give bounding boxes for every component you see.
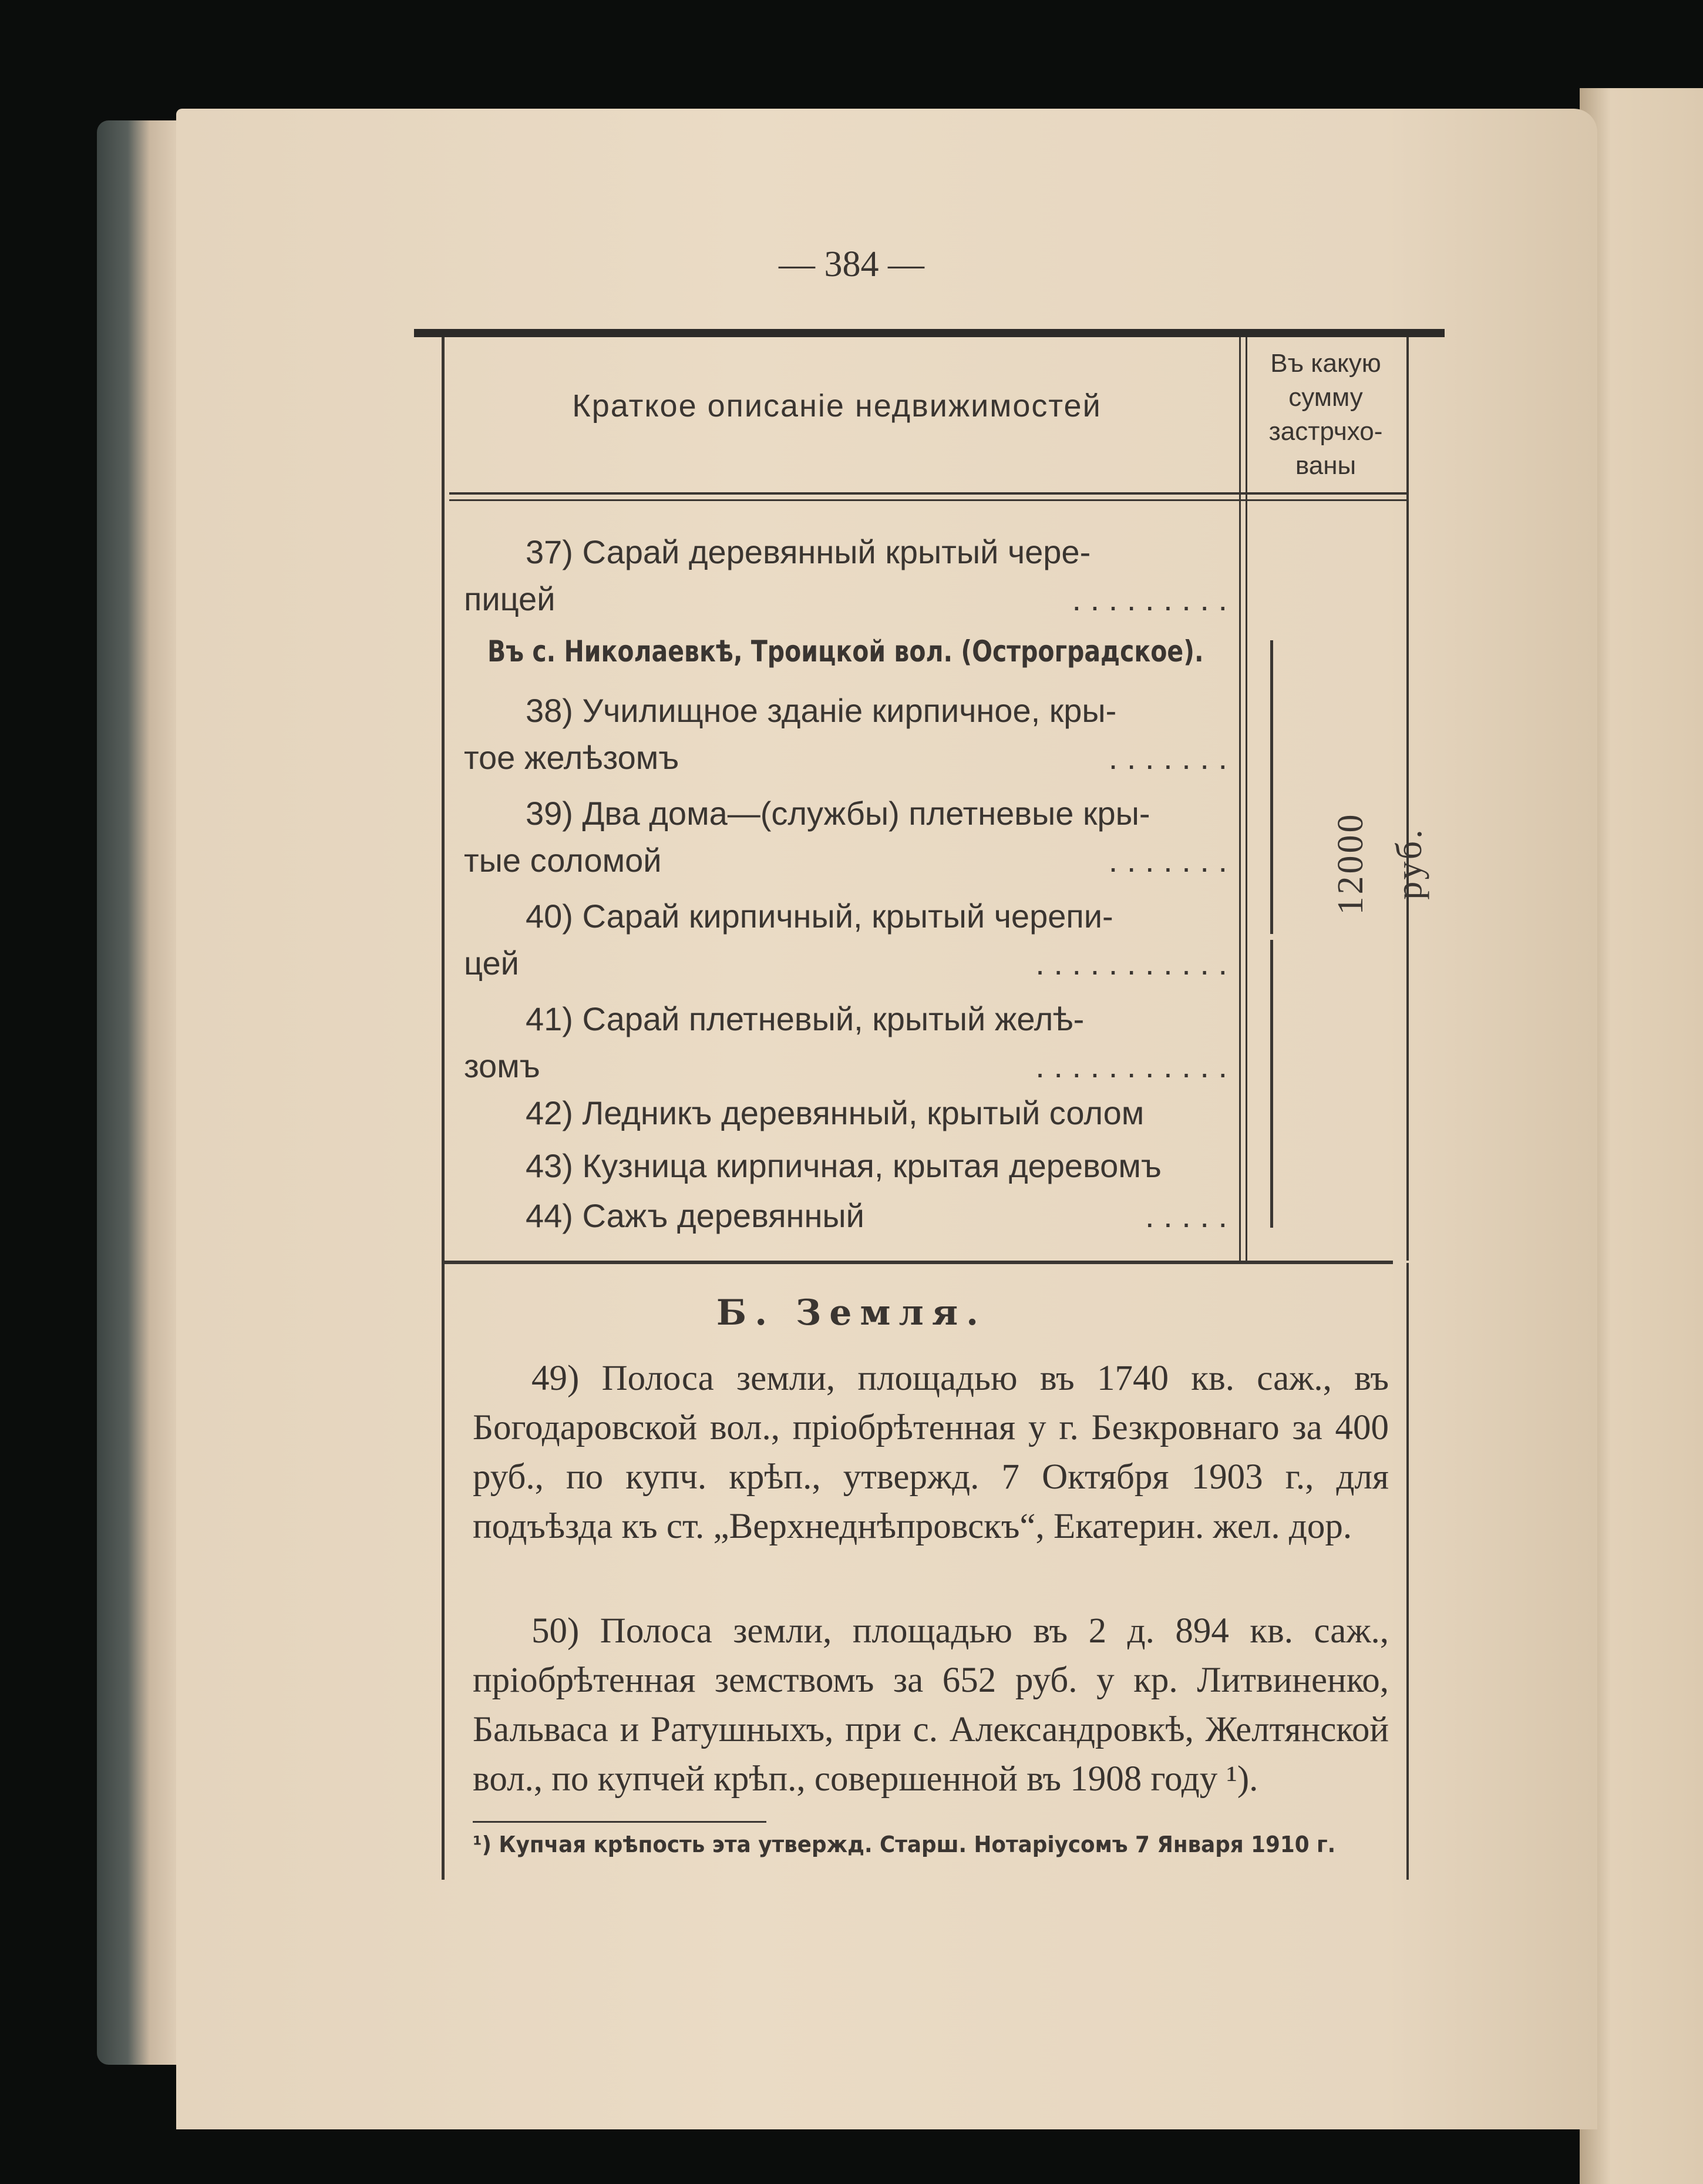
village-heading: Въ с. Николаевкѣ, Троицкой вол. (Остроградское). — [487, 634, 1204, 668]
row-text: 42) Ледникъ деревянный, крытый солом — [526, 1094, 1145, 1131]
sum-brace-lower — [1270, 940, 1273, 1228]
row-text: 37) Сарай деревянный крытый чере- — [526, 533, 1091, 570]
table-row — [464, 1143, 1227, 1190]
table-top-rule — [414, 329, 1445, 337]
header-sum-line: сумму — [1288, 383, 1363, 412]
footnote-rule — [473, 1821, 766, 1823]
table-header-rule — [449, 492, 1406, 495]
paragraph-text: 50) Полоса земли, площадью въ 2 д. 894 кв. саж., прiобрѣтенная земствомъ за 652 руб. у кр. Литвиненко, Бальваса и Ратушныхъ, при с. Александровкѣ, Желтянской вол., по купчей крѣп., совершенной въ 1908 году ¹). — [473, 1611, 1389, 1799]
row-text: 38) Училищное зданiе кирпичное, кры- — [526, 692, 1117, 729]
row-text-cont — [464, 837, 1227, 884]
leader-dots: . . . . . . . — [1108, 739, 1227, 776]
page-number: — 384 — — [779, 244, 924, 284]
row-text: пицей — [464, 580, 556, 617]
paragraph-49 — [473, 1354, 1389, 1551]
row-text: тые соломой — [464, 842, 662, 879]
table-row — [464, 1090, 1227, 1137]
row-text: 44) Сажъ деревянный — [526, 1197, 864, 1234]
row-text: 40) Сарай кирпичный, крытый черепи- — [526, 898, 1113, 935]
facing-page-edge — [1580, 88, 1703, 2184]
header-sum — [1248, 347, 1404, 483]
header-sum-line: ваны — [1295, 451, 1357, 480]
row-text-cont — [464, 734, 1227, 781]
paragraph-50 — [473, 1607, 1389, 1804]
table-bottom-rule — [442, 1261, 1393, 1264]
book-spine-edge — [97, 120, 185, 2065]
paragraph-text: 49) Полоса земли, площадью въ 1740 кв. саж., въ Богодаровской вол., прiобрѣтенная у г. Безкровнаго за 400 руб., по купч. крѣп., утвержд. 7 Октября 1903 г., для подъѣзда къ ст. „Верхнеднѣпровскъ“, Екатерин. жел. дор. — [473, 1359, 1389, 1546]
leader-dots: . . . . . . . — [1108, 842, 1227, 879]
row-text: 41) Сарай плетневый, крытый желѣ- — [526, 1000, 1085, 1037]
table-column-divider-2 — [1246, 337, 1247, 1261]
table-header-rule-2 — [449, 499, 1406, 501]
header-sum-line: застрчхо- — [1268, 417, 1383, 446]
table-row — [464, 893, 1227, 987]
row-text-cont — [464, 940, 1227, 987]
table-column-divider — [1239, 337, 1241, 1261]
footnote: ¹) Купчая крѣпость эта утвержд. Старш. Нотарiусомъ 7 Января 1910 г. — [473, 1832, 1336, 1857]
table-row — [464, 687, 1227, 781]
row-text: тое желѣзомъ — [464, 739, 679, 776]
leader-dots: . . . . . . . . . . . — [1035, 1047, 1227, 1084]
header-sum-line: Въ какую — [1270, 349, 1381, 378]
leader-dots: . . . . . — [1145, 1197, 1227, 1234]
section-right-border — [1406, 1263, 1409, 1880]
row-text: цей — [464, 945, 519, 982]
row-text: 43) Кузница кирпичная, крытая деревомъ — [526, 1147, 1162, 1184]
table-row — [464, 790, 1227, 884]
row-text-cont — [464, 1192, 1227, 1239]
table-left-border — [442, 337, 445, 1261]
section-title: Б. Земля. — [716, 1292, 987, 1333]
sum-brace-upper — [1270, 640, 1273, 934]
row-text-cont — [464, 576, 1227, 623]
row-text: 39) Два дома—(службы) плетневые кры- — [526, 795, 1150, 832]
row-text-cont — [464, 1043, 1227, 1090]
header-description: Краткое описанiе недвижимостей — [572, 388, 1102, 424]
table-row — [464, 996, 1227, 1090]
table-right-border — [1406, 337, 1409, 1261]
table-row — [464, 1192, 1227, 1239]
leader-dots: . . . . . . . . . — [1072, 580, 1227, 617]
leader-dots: . . . . . . . . . . . — [1035, 945, 1227, 982]
sum-value: 12000 руб. — [1331, 812, 1429, 915]
table-row — [464, 529, 1227, 623]
section-left-border — [442, 1263, 445, 1880]
row-text: зомъ — [464, 1047, 540, 1084]
